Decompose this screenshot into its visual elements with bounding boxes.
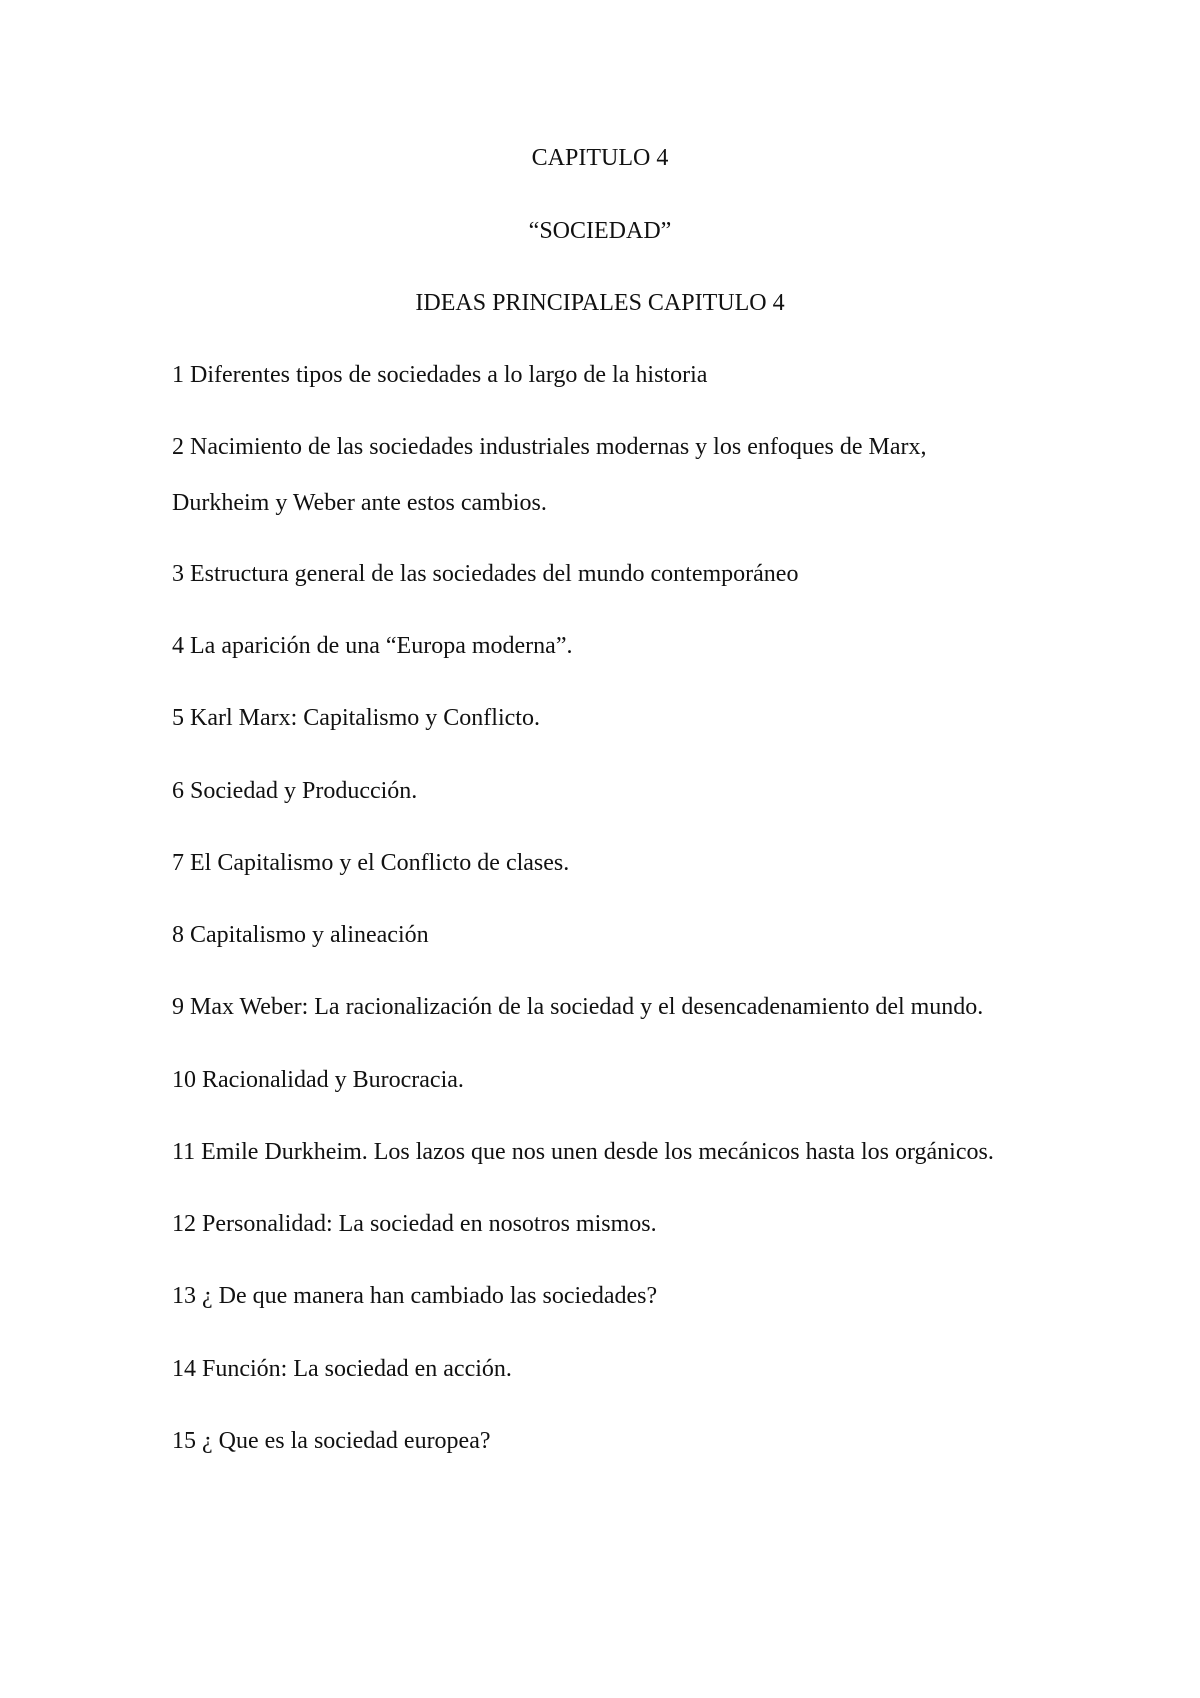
chapter-heading: CAPITULO 4 — [531, 145, 669, 171]
list-item: 9 Max Weber: La racionalización de la sociedad y el desencadenamiento del mundo. — [172, 994, 984, 1020]
list-item: 2 Nacimiento de las sociedades industriales modernas y los enfoques de Marx, — [172, 434, 927, 460]
list-item: 7 El Capitalismo y el Conflicto de clases. — [172, 850, 570, 876]
chapter-subtitle: “SOCIEDAD” — [528, 218, 672, 244]
list-item: 3 Estructura general de las sociedades del mundo contemporáneo — [172, 561, 799, 587]
list-item: 10 Racionalidad y Burocracia. — [172, 1067, 464, 1093]
list-item: 13 ¿ De que manera han cambiado las sociedades? — [172, 1283, 658, 1309]
list-item: 5 Karl Marx: Capitalismo y Conflicto. — [172, 705, 540, 731]
list-item: 12 Personalidad: La sociedad en nosotros mismos. — [172, 1211, 657, 1237]
section-title: IDEAS PRINCIPALES CAPITULO 4 — [415, 290, 785, 316]
list-item: 6 Sociedad y Producción. — [172, 778, 418, 804]
list-item: 14 Función: La sociedad en acción. — [172, 1356, 512, 1382]
list-item: 11 Emile Durkheim. Los lazos que nos unen desde los mecánicos hasta los orgánicos. — [172, 1139, 994, 1165]
list-item-continuation: Durkheim y Weber ante estos cambios. — [172, 490, 547, 516]
list-item: 1 Diferentes tipos de sociedades a lo largo de la historia — [172, 362, 708, 388]
list-item: 8 Capitalismo y alineación — [172, 922, 429, 948]
list-item: 15 ¿ Que es la sociedad europea? — [172, 1428, 491, 1454]
list-item: 4 La aparición de una “Europa moderna”. — [172, 633, 573, 659]
